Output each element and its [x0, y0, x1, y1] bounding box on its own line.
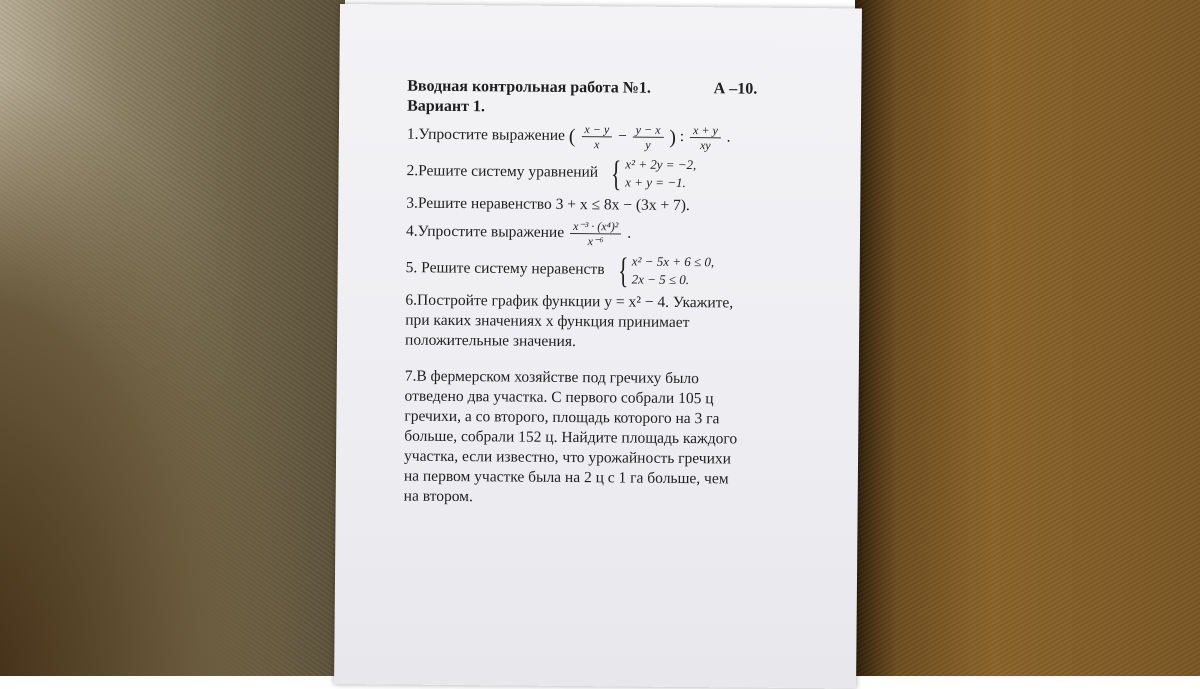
grade-label: А –10. — [713, 80, 758, 98]
task-7-line: отведено два участка. С первого собрали 105 ц — [404, 387, 714, 408]
worksheet-content — [404, 77, 838, 511]
task-7-line: на первом участке была на 2 ц с 1 га больше, чем — [403, 467, 729, 488]
task-1-fraction-1 — [581, 122, 612, 151]
divide-sign: : — [679, 128, 685, 146]
task-1-text: 1.Упростите выражение — [406, 125, 566, 145]
task-2-text: 2.Решите систему уравнений — [406, 162, 599, 181]
open-paren: ( — [568, 125, 576, 148]
fraction-denominator: x — [593, 137, 600, 152]
task-1 — [407, 121, 837, 154]
carpet-background-right — [855, 0, 1200, 676]
task-4-text: 4.Упростите выражение — [405, 222, 565, 242]
curly-brace-icon: { — [617, 250, 629, 291]
task-6-line: положительные значения. — [404, 331, 576, 351]
carpet-background-left — [0, 0, 345, 676]
task-2-system — [608, 155, 697, 192]
minus-sign: − — [617, 127, 627, 145]
worksheet-title: Вводная контрольная работа №1. — [407, 77, 651, 97]
task-7 — [404, 367, 835, 511]
task-6-line: 6.Постройте график функции y = x² − 4. Укажите, — [405, 291, 734, 312]
system-lines — [625, 155, 696, 192]
task-3: 3.Решите неравенство 3 + x ≤ 8x − (3x + 7). — [406, 194, 690, 215]
inequality-2: 2x − 5 ≤ 0. — [631, 271, 690, 288]
fraction-denominator: xy — [699, 138, 711, 153]
task-4 — [406, 218, 836, 251]
fraction-denominator: y — [645, 137, 651, 152]
worksheet-paper — [334, 4, 862, 689]
fraction-denominator: x⁻⁶ — [587, 234, 604, 249]
task-5 — [406, 251, 836, 291]
task-7-line: 7.В фермерском хозяйстве под гречиху было — [404, 367, 700, 388]
task-1-fraction-2 — [633, 123, 664, 152]
task-1-fraction-3 — [690, 123, 721, 152]
task-5-system — [614, 252, 714, 289]
fraction-numerator: y − x — [633, 123, 664, 138]
task-2 — [406, 154, 836, 194]
period: . — [726, 128, 731, 146]
period: . — [627, 224, 632, 242]
variant-label: Вариант 1. — [407, 97, 486, 116]
task-7-line: на втором. — [403, 487, 473, 506]
task-4-fraction — [570, 219, 622, 248]
task-5-text: 5. Решите систему неравенств — [405, 259, 605, 278]
equation-2: x + y = −1. — [625, 174, 686, 191]
equation-1: x² + 2y = −2, — [625, 156, 697, 173]
task-7-line: больше, собрали 152 ц. Найдите площадь каждого — [404, 427, 738, 448]
close-paren: ) — [669, 126, 677, 149]
task-6 — [405, 291, 836, 355]
task-7-line: участка, если известно, что урожайность гречихи — [403, 447, 732, 468]
inequality-1: x² − 5x + 6 ≤ 0, — [631, 253, 715, 270]
task-7-line: гречихи, а со второго, площадь которого на 3 га — [404, 407, 720, 428]
task-6-line: при каких значениях x функция принимает — [405, 311, 690, 332]
curly-brace-icon: { — [611, 153, 622, 194]
fraction-numerator: x − y — [581, 122, 612, 137]
fraction-numerator: x + y — [690, 123, 721, 138]
fraction-numerator: x⁻³ · (x⁴)² — [570, 219, 621, 234]
system-lines — [632, 253, 715, 290]
